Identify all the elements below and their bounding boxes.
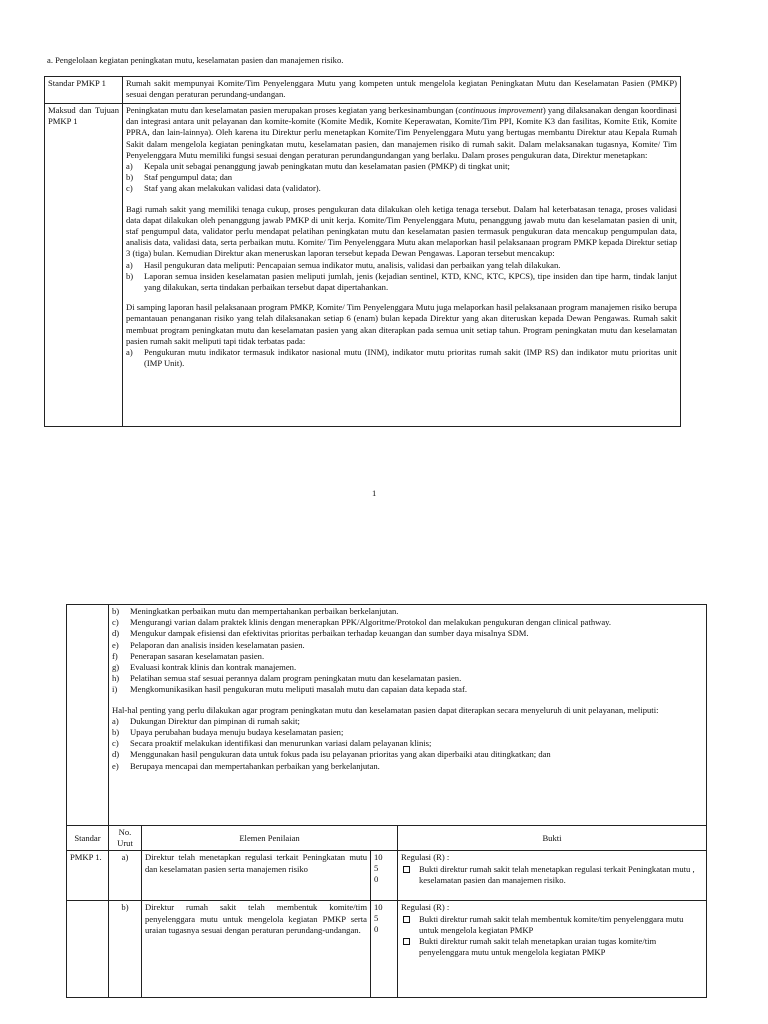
list-marker: e)	[112, 760, 119, 771]
list-marker: h)	[112, 673, 120, 684]
list-item	[126, 172, 677, 183]
list-item-text: Mengurangi varian dalam praktek klinis dengan menerapkan PPK/Algoritme/Protokol dan melakukan pengukuran dengan clinical pathway.	[130, 617, 612, 628]
ordered-list	[126, 347, 677, 369]
list-marker: a)	[126, 161, 133, 172]
list-item	[112, 673, 703, 684]
col-header-elemen: Elemen Penilaian	[142, 826, 398, 851]
no-urut-cell: b)	[109, 901, 142, 998]
table-row	[67, 851, 707, 901]
list-item-text: Mengkomunikasikan hasil pengukuran mutu meliputi masalah mutu dan capaian data kepada staf.	[130, 684, 467, 695]
ordered-list	[126, 161, 677, 195]
evidence-text: Bukti direktur rumah sakit telah menetapkan regulasi terkait Peningkatan mutu , keselamatan pasien dan manajemen risiko.	[419, 863, 695, 885]
list-marker: c)	[112, 738, 119, 749]
list-item	[112, 684, 703, 695]
checkbox-square-icon	[403, 866, 410, 873]
list-item	[112, 628, 703, 639]
checkbox-square-icon	[403, 938, 410, 945]
list-item-text: Dukungan Direktur dan pimpinan di rumah sakit;	[130, 715, 300, 726]
list-item-text: Kepala unit sebagai penanggung jawab peningkatan mutu dan keselamatan pasien (PMKP) di tingkat unit;	[144, 161, 510, 172]
standard-label-cell: Standar PMKP 1	[45, 77, 123, 104]
list-marker: b)	[126, 172, 134, 183]
list-item-text: Evaluasi kontrak klinis dan kontrak manajemen.	[130, 662, 297, 673]
list-marker: d)	[112, 749, 120, 760]
col-header-standar: Standar	[67, 826, 109, 851]
list-item-text: Pelaporan dan analisis insiden keselamatan pasien.	[130, 639, 305, 650]
list-marker: b)	[112, 727, 120, 738]
ordered-list	[126, 260, 677, 294]
elemen-cell: Direktur rumah sakit telah membentuk komite/tim penyelenggara mutu untuk mengelola kegiatan PMKP serta uraian tugasnya sesuai dengan peraturan perundang-undangan.	[142, 901, 371, 998]
list-item	[126, 271, 677, 293]
table-header-row	[67, 826, 707, 851]
list-item	[112, 761, 703, 772]
maksud-label-cell: Maksud dan Tujuan PMKP 1	[45, 104, 123, 427]
paragraph: Peningkatan mutu dan keselamatan pasien merupakan proses kegiatan yang berkesinambungan (continuous improvement) yang dilaksanakan dengan koordinasi dan integrasi antara unit pelayanan dan komite-komite (Komite Medik, Komite Keperawatan, Komite/Tim PPI, Komite K3 dan fasilitas, Komite Etik, Komite PPRA, dan lain-lainnya). Oleh karena itu Direktur perlu menetapkan Komite/Tim Penyelenggara Mutu yang bertugas membantu Direktur atau Kepala Rumah Sakit dalam mengelola kegiatan peningkatan mutu, keselamatan pasien, dan manajemen risiko di rumah sakit. Dalam melaksanakan tugasnya, Komite/ Tim Penyelenggara Mutu memiliki fungsi sesuai dengan peraturan perundangundangan yang berlaku. Dalam proses pengukuran data, Direktur menetapkan:	[126, 105, 678, 160]
standar-cell	[67, 901, 109, 998]
list-marker: b)	[126, 270, 134, 281]
paragraph: Hal-hal penting yang perlu dilakukan agar program peningkatan mutu dan keselamatan pasien dapat diterapkan secara menyeluruh di unit pelayanan, meliputi:	[112, 704, 659, 715]
list-item	[126, 347, 677, 369]
table-row	[67, 901, 707, 998]
list-item-text: Staf pengumpul data; dan	[144, 172, 233, 183]
list-item-text: Secara proaktif melakukan identifikasi dan menurunkan variasi dalam pelayanan klinis;	[130, 738, 432, 749]
list-item	[126, 260, 677, 271]
evidence-text: Bukti direktur rumah sakit telah membentuk komite/tim penyelenggara mutu untuk mengelola kegiatan PMKP	[419, 913, 684, 935]
list-item	[112, 749, 703, 760]
list-item-text: Pengukuran mutu indikator termasuk indikator nasional mutu (INM), indikator mutu prioritas rumah sakit (IMP RS) dan indikator mutu prioritas unit (IMP Unit).	[144, 347, 677, 369]
list-item	[112, 640, 703, 651]
list-item	[112, 606, 703, 617]
continued-text-cell	[109, 605, 707, 826]
standar-cell: PMKP 1.	[67, 851, 109, 901]
list-item-text: Meningkatkan perbaikan mutu dan mempertahankan perbaikan berkelanjutan.	[130, 606, 399, 616]
list-marker: e)	[112, 639, 119, 650]
list-item	[112, 716, 703, 727]
list-marker: d)	[112, 628, 120, 639]
maksud-text-cell	[123, 104, 681, 427]
list-item-text: Penerapan sasaran keselamatan pasien.	[130, 650, 265, 661]
no-urut-cell: a)	[109, 851, 142, 901]
list-item-text: Pelatihan semua staf sesuai perannya dalam program peningkatan mutu dan keselamatan pasien.	[130, 673, 462, 684]
elemen-cell: Direktur telah menetapkan regulasi terkait Peningkatan mutu dan keselamatan pasien serta manajemen risiko	[142, 851, 371, 901]
list-item	[126, 183, 677, 194]
list-marker: g)	[112, 662, 120, 673]
list-item-text: Laporan semua insiden keselamatan pasien meliputi jumlah, jenis (kejadian sentinel, KTD, KNC, KTC, KPCS), tipe insiden dan tipe harm, tindak lanjut yang dilakukan, serta tindakan perbaikan tersebut dapat dipertahankan.	[144, 270, 677, 293]
col-header-bukti: Bukti	[398, 826, 707, 851]
list-marker: c)	[112, 617, 119, 628]
list-marker: c)	[126, 183, 133, 194]
evidence-item	[401, 914, 703, 936]
evidence-text: Bukti direktur rumah sakit telah menetapkan uraian tugas komite/tim penyelenggara mutu untuk mengelola kegiatan PMKP	[419, 936, 657, 958]
list-item-text: Upaya perubahan budaya menuju budaya keselamatan pasien;	[130, 727, 344, 738]
ordered-list	[112, 716, 703, 772]
standard-text-cell: Rumah sakit mempunyai Komite/Tim Penyelenggara Mutu yang kompeten untuk mengelola kegiatan Peningkatan Mutu dan Keselamatan Pasien (PMKP) sesuai dengan peraturan perundang-undangan.	[123, 77, 681, 104]
paragraph: Di samping laporan hasil pelaksanaan program PMKP, Komite/ Tim Penyelenggara Mutu juga melaporkan hasil pelaksanaan program manajemen risiko berupa pemantauan penanganan risiko yang telah dilaksanakan setiap 6 (enam) bulan kepada Direktur yang akan diteruskan kepada Dewan Pengawas. Rumah sakit membuat program peningkatan mutu dan keselamatan pasien yang akan diterapkan pada semua unit setiap tahun. Program peningkatan mutu dan keselamatan pasien rumah sakit meliputi tapi tidak terbatas pada:	[126, 302, 677, 346]
list-marker: i)	[112, 684, 118, 695]
paragraph: Bagi rumah sakit yang memiliki tenaga cukup, proses pengukuran data dilakukan oleh ketiga tenaga tersebut. Dalam hal keterbatasan tenaga, proses validasi data dapat dilakukan oleh penanggung jawab PMKP di unit kerja. Komite/Tim Penyelenggara Mutu, penanggung jawab mutu dan keselamatan pasien di unit, staf pengumpul data, validator perlu mendapat pelatihan peningkatan mutu dan keselamatan pasien termasuk pengukuran data mencakup pengumpulan data, analisis data, validasi data, serta perbaikan mutu. Komite/ Tim Penyelenggara Mutu akan melaporkan hasil pelaksanaan program PMKP kepada Direktur setiap 3 (tiga) bulan. Kemudian Direktur akan meneruskan laporan tersebut kepada Dewan Pengawas. Laporan tersebut mencakup:	[126, 203, 677, 259]
list-item-text: Mengukur dampak efisiensi dan efektivitas prioritas perbaikan terhadap keuangan dan sumber daya misalnya SDM.	[130, 628, 529, 639]
section-heading: a. Pengelolaan kegiatan peningkatan mutu, keselamatan pasien dan manajemen risiko.	[47, 55, 344, 65]
list-item-text: Hasil pengukuran data meliputi: Pencapaian semua indikator mutu, analisis, validasi dan perbaikan yang telah dilakukan.	[144, 259, 561, 270]
table-row	[67, 605, 707, 826]
bukti-cell: Regulasi (R) : Bukti direktur rumah sakit telah membentuk komite/tim penyelenggara mutu untuk mengelola kegiatan PMKP Bukti direktur rumah sakit telah menetapkan uraian tugas komite/tim penyelenggara mutu untuk mengelola kegiatan PMKP	[398, 901, 707, 998]
table-row	[45, 104, 681, 427]
list-item	[112, 738, 703, 749]
list-marker: a)	[126, 259, 133, 270]
col-header-no-urut: No. Urut	[109, 826, 142, 851]
score-cell: 10 5 0	[371, 901, 398, 998]
list-marker: a)	[112, 715, 119, 726]
ordered-list	[112, 606, 703, 696]
assessment-table	[66, 604, 707, 998]
list-item	[112, 617, 703, 628]
list-marker: f)	[112, 650, 118, 661]
list-item-text: Menggunakan hasil pengukuran data untuk fokus pada isu pelayanan prioritas yang akan diperbaiki atau ditingkatkan; dan	[130, 749, 551, 760]
evidence-item	[401, 864, 703, 886]
standard-table-pmkp1	[44, 76, 681, 427]
score-cell: 10 5 0	[371, 851, 398, 901]
list-item	[112, 651, 703, 662]
page-number: 1	[372, 488, 377, 498]
list-item-text: Staf yang akan melakukan validasi data (validator).	[144, 183, 321, 194]
list-item-text: Berupaya mencapai dan mempertahankan perbaikan yang berkelanjutan.	[130, 760, 380, 771]
evidence-item	[401, 936, 703, 958]
table-row	[45, 77, 681, 104]
list-item	[126, 161, 677, 172]
checkbox-square-icon	[403, 916, 410, 923]
list-item	[112, 662, 703, 673]
bukti-cell: Regulasi (R) : Bukti direktur rumah sakit telah menetapkan regulasi terkait Peningkatan mutu , keselamatan pasien dan manajemen risiko.	[398, 851, 707, 901]
list-item	[112, 727, 703, 738]
list-marker: a)	[126, 347, 133, 358]
list-marker: b)	[112, 606, 120, 616]
